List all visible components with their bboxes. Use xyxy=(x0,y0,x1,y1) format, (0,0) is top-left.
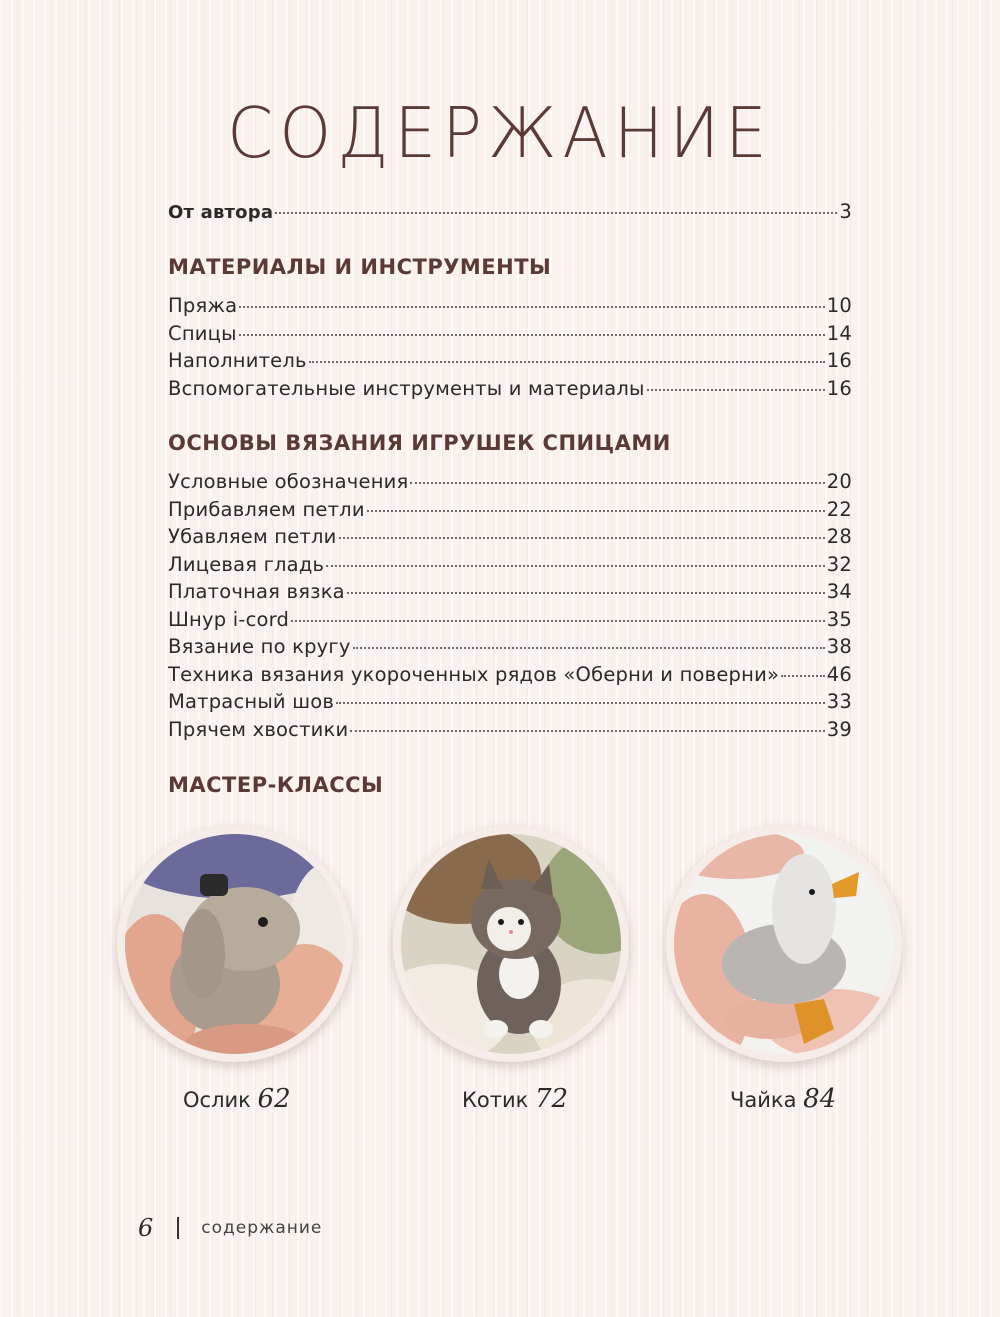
section-heading-materials: МАТЕРИАЛЫ И ИНСТРУМЕНТЫ xyxy=(168,255,552,279)
toc-row[interactable] xyxy=(168,580,852,608)
leader-dots xyxy=(275,212,837,214)
leader-dots xyxy=(367,510,825,512)
caption-cat[interactable] xyxy=(462,1084,568,1114)
photo-donkey[interactable] xyxy=(117,826,353,1062)
leader-dots xyxy=(410,482,824,484)
photo-seagull[interactable] xyxy=(666,826,902,1062)
toc-row[interactable] xyxy=(168,525,852,553)
leader-dots xyxy=(291,620,825,622)
footer-divider xyxy=(177,1217,179,1239)
caption-page: 62 xyxy=(257,1084,291,1114)
caption-seagull[interactable] xyxy=(730,1084,836,1114)
toc-section-materials xyxy=(168,294,852,404)
toc-row[interactable] xyxy=(168,663,852,691)
leader-dots xyxy=(309,361,825,363)
leader-dots xyxy=(239,306,824,308)
toc-row[interactable] xyxy=(168,718,852,746)
cat-image xyxy=(401,834,621,1054)
toc-row-label: От автора xyxy=(168,202,274,223)
caption-donkey[interactable] xyxy=(183,1084,291,1114)
toc-row-label: Условные обозначения xyxy=(168,470,409,493)
toc-row-label: Техника вязания укороченных рядов «Оберни и поверни» xyxy=(168,662,780,686)
caption-page: 72 xyxy=(535,1084,569,1114)
leader-dots xyxy=(647,389,825,391)
toc-row-page: 39 xyxy=(826,717,852,741)
toc-row[interactable] xyxy=(168,200,852,228)
toc-row-label: Прибавляем петли xyxy=(168,497,365,521)
toc-row-label: Наполнитель xyxy=(168,349,307,372)
toc-row-page: 38 xyxy=(826,635,852,658)
page-number: 6 xyxy=(138,1214,154,1242)
caption-name: Ослик xyxy=(183,1088,251,1112)
caption-page: 84 xyxy=(803,1084,837,1114)
seagull-image xyxy=(674,834,894,1054)
section-heading-basics: ОСНОВЫ ВЯЗАНИЯ ИГРУШЕК СПИЦАМИ xyxy=(168,431,671,455)
toc-row-page: 34 xyxy=(826,580,852,603)
toc-row[interactable] xyxy=(168,322,852,350)
section-heading-master-classes: МАСТЕР-КЛАССЫ xyxy=(168,773,384,797)
toc-row-label: Шнур i-cord xyxy=(168,607,290,631)
donkey-image xyxy=(125,834,345,1054)
toc-row-page: 20 xyxy=(826,470,852,493)
toc-row[interactable] xyxy=(168,498,852,526)
toc-row-label: Лицевая гладь xyxy=(168,552,325,576)
page-footer xyxy=(138,1214,322,1242)
leader-dots xyxy=(336,702,825,704)
toc-row-page: 32 xyxy=(826,552,852,576)
toc-row-label: Пряжа xyxy=(168,294,238,317)
toc-row[interactable] xyxy=(168,377,852,405)
toc-row-page: 10 xyxy=(826,294,852,317)
toc-row-page: 22 xyxy=(826,497,852,521)
toc-row-page: 28 xyxy=(826,525,852,548)
toc-row[interactable] xyxy=(168,553,852,581)
leader-dots xyxy=(353,647,825,649)
toc-row[interactable] xyxy=(168,635,852,663)
toc-row-label: Вспомогательные инструменты и материалы xyxy=(168,376,645,400)
toc-row-label: Прячем хвостики xyxy=(168,717,349,741)
toc-row[interactable] xyxy=(168,470,852,498)
photo-cat[interactable] xyxy=(393,826,629,1062)
toc-row-page: 33 xyxy=(826,690,852,713)
caption-name: Чайка xyxy=(730,1088,797,1112)
toc-row-label: Убавляем петли xyxy=(168,525,337,548)
toc-row-page: 46 xyxy=(826,662,852,686)
leader-dots xyxy=(350,730,824,732)
leader-dots xyxy=(781,675,825,677)
toc-row[interactable] xyxy=(168,690,852,718)
leader-dots xyxy=(339,537,825,539)
toc-row-page: 16 xyxy=(826,349,852,372)
leader-dots xyxy=(326,565,825,567)
toc-row-page: 35 xyxy=(826,607,852,631)
leader-dots xyxy=(239,334,825,336)
toc-row-page: 3 xyxy=(839,200,852,223)
toc-row[interactable] xyxy=(168,294,852,322)
toc-section-basics xyxy=(168,470,852,745)
leader-dots xyxy=(347,592,825,594)
toc-row-page: 16 xyxy=(826,376,852,400)
toc-row-page: 14 xyxy=(826,321,852,345)
toc-row[interactable] xyxy=(168,608,852,636)
toc-row-label: Спицы xyxy=(168,321,237,345)
toc-row-label: Платочная вязка xyxy=(168,580,345,603)
toc-row[interactable] xyxy=(168,349,852,377)
toc-row-label: Матрасный шов xyxy=(168,690,335,713)
toc-intro xyxy=(168,200,852,228)
footer-section-name: содержание xyxy=(201,1218,323,1238)
caption-name: Котик xyxy=(462,1088,529,1112)
toc-row-label: Вязание по кругу xyxy=(168,635,351,658)
page-title: СОДЕРЖАНИЕ xyxy=(227,93,773,174)
